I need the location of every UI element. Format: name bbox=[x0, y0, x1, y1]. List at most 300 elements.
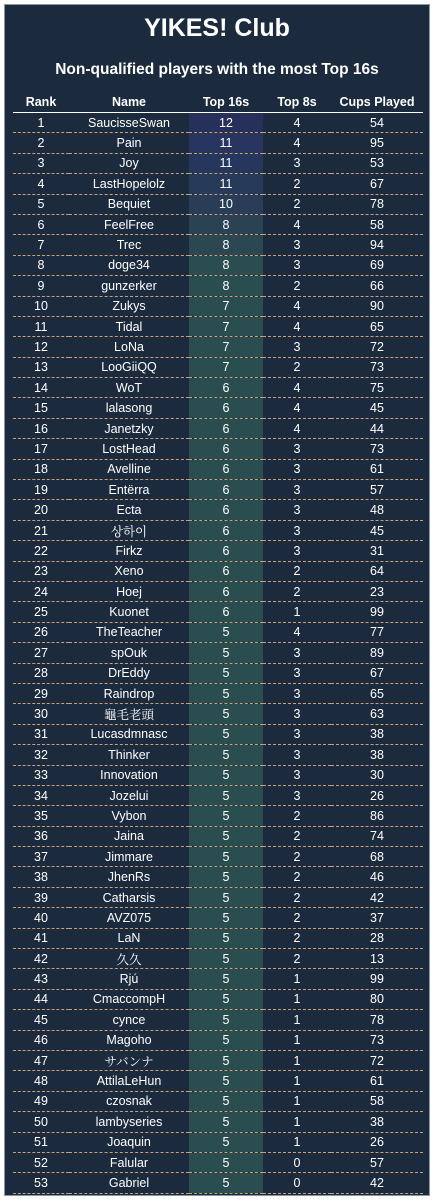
name-cell: Thinker bbox=[69, 745, 189, 765]
name-cell: Jozelui bbox=[69, 785, 189, 805]
name-cell: Falular bbox=[69, 1152, 189, 1172]
top8s-cell: 3 bbox=[263, 541, 331, 561]
table-row bbox=[13, 316, 423, 336]
cups-played-cell: 61 bbox=[331, 459, 423, 479]
top16s-cell: 5 bbox=[189, 622, 263, 642]
top8s-cell: 3 bbox=[263, 520, 331, 540]
name-cell: AttilaLeHun bbox=[69, 1071, 189, 1091]
rank-cell: 46 bbox=[13, 1030, 69, 1050]
table-row bbox=[13, 418, 423, 438]
name-cell: cynce bbox=[69, 1010, 189, 1030]
table-row bbox=[13, 1050, 423, 1070]
cups-played-cell: 28 bbox=[331, 928, 423, 948]
cups-played-cell: 42 bbox=[331, 887, 423, 907]
rank-cell: 41 bbox=[13, 928, 69, 948]
top8s-cell: 4 bbox=[263, 418, 331, 438]
rank-cell: 11 bbox=[13, 316, 69, 336]
cups-played-cell: 90 bbox=[331, 296, 423, 316]
rank-cell: 42 bbox=[13, 949, 69, 969]
cups-played-cell: 64 bbox=[331, 561, 423, 581]
top16s-cell: 5 bbox=[189, 765, 263, 785]
table-row bbox=[13, 969, 423, 989]
top16s-cell: 12 bbox=[189, 113, 263, 133]
top8s-cell: 2 bbox=[263, 276, 331, 296]
table-row bbox=[13, 887, 423, 907]
table-row bbox=[13, 113, 423, 133]
cups-played-cell: 74 bbox=[331, 826, 423, 846]
name-cell: CmaccompH bbox=[69, 989, 189, 1009]
top8s-cell: 1 bbox=[263, 1112, 331, 1132]
cups-played-cell: 73 bbox=[331, 439, 423, 459]
rank-cell: 15 bbox=[13, 398, 69, 418]
top16s-cell: 5 bbox=[189, 1132, 263, 1152]
cups-played-cell: 75 bbox=[331, 378, 423, 398]
name-cell: Pain bbox=[69, 133, 189, 153]
top8s-cell: 2 bbox=[263, 928, 331, 948]
cups-played-cell: 26 bbox=[331, 785, 423, 805]
top16s-cell: 5 bbox=[189, 1152, 263, 1172]
rank-cell: 14 bbox=[13, 378, 69, 398]
top8s-cell: 3 bbox=[263, 153, 331, 173]
top16s-cell: 5 bbox=[189, 704, 263, 724]
table-row bbox=[13, 867, 423, 887]
table-row bbox=[13, 1071, 423, 1091]
cups-played-cell: 26 bbox=[331, 1132, 423, 1152]
name-cell: Entërra bbox=[69, 480, 189, 500]
table-row bbox=[13, 1010, 423, 1030]
table-row bbox=[13, 255, 423, 275]
name-cell: 龜毛老頭 bbox=[69, 704, 189, 724]
top8s-cell: 3 bbox=[263, 643, 331, 663]
top8s-cell: 3 bbox=[263, 745, 331, 765]
name-cell: Gabriel bbox=[69, 1173, 189, 1193]
rank-cell: 17 bbox=[13, 439, 69, 459]
table-row bbox=[13, 765, 423, 785]
name-cell: SaucisseSwan bbox=[69, 113, 189, 133]
rank-cell: 20 bbox=[13, 500, 69, 520]
table-row bbox=[13, 1173, 423, 1193]
cups-played-cell: 65 bbox=[331, 683, 423, 703]
rank-cell: 19 bbox=[13, 480, 69, 500]
top8s-cell: 4 bbox=[263, 316, 331, 336]
rank-cell: 43 bbox=[13, 969, 69, 989]
top8s-cell: 1 bbox=[263, 989, 331, 1009]
cups-played-cell: 48 bbox=[331, 500, 423, 520]
rank-cell: 45 bbox=[13, 1010, 69, 1030]
name-cell: Catharsis bbox=[69, 887, 189, 907]
top8s-cell: 1 bbox=[263, 1091, 331, 1111]
table-row bbox=[13, 581, 423, 601]
table-row bbox=[13, 214, 423, 234]
cups-played-cell: 95 bbox=[331, 133, 423, 153]
rank-cell: 26 bbox=[13, 622, 69, 642]
rank-cell: 49 bbox=[13, 1091, 69, 1111]
name-cell: サバンナ bbox=[69, 1050, 189, 1070]
top8s-cell: 4 bbox=[263, 214, 331, 234]
top8s-cell: 3 bbox=[263, 704, 331, 724]
table-row bbox=[13, 663, 423, 683]
name-cell: Zukys bbox=[69, 296, 189, 316]
top16s-cell: 5 bbox=[189, 969, 263, 989]
table-row bbox=[13, 908, 423, 928]
top8s-cell: 2 bbox=[263, 949, 331, 969]
top8s-cell: 1 bbox=[263, 1050, 331, 1070]
cups-played-cell: 67 bbox=[331, 663, 423, 683]
cups-played-cell: 73 bbox=[331, 1030, 423, 1050]
rank-cell: 13 bbox=[13, 357, 69, 377]
cups-played-cell: 78 bbox=[331, 1010, 423, 1030]
name-cell: spOuk bbox=[69, 643, 189, 663]
cups-played-cell: 73 bbox=[331, 357, 423, 377]
top8s-cell: 4 bbox=[263, 113, 331, 133]
cups-played-cell: 61 bbox=[331, 1071, 423, 1091]
top8s-cell: 3 bbox=[263, 724, 331, 744]
top8s-cell: 4 bbox=[263, 398, 331, 418]
table-row bbox=[13, 989, 423, 1009]
name-cell: 久久 bbox=[69, 949, 189, 969]
table-row bbox=[13, 276, 423, 296]
name-cell: Magoho bbox=[69, 1030, 189, 1050]
rank-cell: 6 bbox=[13, 214, 69, 234]
top16s-cell: 11 bbox=[189, 153, 263, 173]
top8s-cell: 2 bbox=[263, 194, 331, 214]
cups-played-cell: 80 bbox=[331, 989, 423, 1009]
name-cell: Kuonet bbox=[69, 602, 189, 622]
top8s-cell: 2 bbox=[263, 174, 331, 194]
top8s-cell: 0 bbox=[263, 1152, 331, 1172]
table-row bbox=[13, 1112, 423, 1132]
name-cell: LoNa bbox=[69, 337, 189, 357]
top16s-cell: 5 bbox=[189, 785, 263, 805]
name-cell: Lucasdmnasc bbox=[69, 724, 189, 744]
top8s-cell: 3 bbox=[263, 439, 331, 459]
table-row bbox=[13, 439, 423, 459]
top16s-cell: 7 bbox=[189, 357, 263, 377]
table-row bbox=[13, 622, 423, 642]
top16s-cell: 6 bbox=[189, 378, 263, 398]
rank-cell: 52 bbox=[13, 1152, 69, 1172]
top8s-cell: 1 bbox=[263, 602, 331, 622]
top8s-cell: 3 bbox=[263, 255, 331, 275]
cups-played-cell: 69 bbox=[331, 255, 423, 275]
rank-cell: 3 bbox=[13, 153, 69, 173]
top8s-cell: 2 bbox=[263, 847, 331, 867]
top16s-cell: 11 bbox=[189, 133, 263, 153]
column-header-top16s: Top 16s bbox=[189, 93, 263, 113]
rank-cell: 12 bbox=[13, 337, 69, 357]
cups-played-cell: 68 bbox=[331, 847, 423, 867]
table-row bbox=[13, 806, 423, 826]
top16s-cell: 8 bbox=[189, 276, 263, 296]
ranking-table bbox=[13, 93, 423, 1194]
name-cell: Hoej bbox=[69, 581, 189, 601]
top16s-cell: 5 bbox=[189, 1010, 263, 1030]
cups-played-cell: 58 bbox=[331, 214, 423, 234]
column-header-top8s: Top 8s bbox=[263, 93, 331, 113]
name-cell: Bequiet bbox=[69, 194, 189, 214]
cups-played-cell: 54 bbox=[331, 113, 423, 133]
top8s-cell: 3 bbox=[263, 663, 331, 683]
name-cell: LooGiiQQ bbox=[69, 357, 189, 377]
name-cell: 상하이 bbox=[69, 520, 189, 540]
name-cell: czosnak bbox=[69, 1091, 189, 1111]
cups-played-cell: 78 bbox=[331, 194, 423, 214]
top16s-cell: 8 bbox=[189, 214, 263, 234]
top16s-cell: 10 bbox=[189, 194, 263, 214]
top16s-cell: 5 bbox=[189, 643, 263, 663]
rank-cell: 29 bbox=[13, 683, 69, 703]
table-row bbox=[13, 398, 423, 418]
column-header-rank: Rank bbox=[13, 93, 69, 113]
table-row bbox=[13, 480, 423, 500]
name-cell: Innovation bbox=[69, 765, 189, 785]
cups-played-cell: 45 bbox=[331, 398, 423, 418]
top16s-cell: 6 bbox=[189, 439, 263, 459]
top16s-cell: 5 bbox=[189, 989, 263, 1009]
rank-cell: 28 bbox=[13, 663, 69, 683]
cups-played-cell: 99 bbox=[331, 602, 423, 622]
top16s-cell: 5 bbox=[189, 1071, 263, 1091]
table-row bbox=[13, 194, 423, 214]
cups-played-cell: 67 bbox=[331, 174, 423, 194]
top16s-cell: 5 bbox=[189, 847, 263, 867]
rank-cell: 5 bbox=[13, 194, 69, 214]
name-cell: Jaina bbox=[69, 826, 189, 846]
table-row bbox=[13, 847, 423, 867]
cups-played-cell: 72 bbox=[331, 1050, 423, 1070]
name-cell: Avelline bbox=[69, 459, 189, 479]
top8s-cell: 3 bbox=[263, 337, 331, 357]
cups-played-cell: 23 bbox=[331, 581, 423, 601]
table-row bbox=[13, 602, 423, 622]
top16s-cell: 5 bbox=[189, 1091, 263, 1111]
table-body bbox=[13, 113, 423, 1194]
top8s-cell: 2 bbox=[263, 887, 331, 907]
name-cell: LastHopelolz bbox=[69, 174, 189, 194]
top8s-cell: 2 bbox=[263, 581, 331, 601]
top16s-cell: 6 bbox=[189, 541, 263, 561]
rank-cell: 39 bbox=[13, 887, 69, 907]
name-cell: Joy bbox=[69, 153, 189, 173]
rank-cell: 48 bbox=[13, 1071, 69, 1091]
name-cell: Tidal bbox=[69, 316, 189, 336]
table-row bbox=[13, 133, 423, 153]
page-title: YIKES! Club bbox=[144, 14, 290, 42]
top8s-cell: 4 bbox=[263, 133, 331, 153]
top16s-cell: 5 bbox=[189, 826, 263, 846]
top8s-cell: 1 bbox=[263, 1010, 331, 1030]
table-row bbox=[13, 500, 423, 520]
top16s-cell: 5 bbox=[189, 949, 263, 969]
rank-cell: 34 bbox=[13, 785, 69, 805]
table-row bbox=[13, 704, 423, 724]
cups-played-cell: 77 bbox=[331, 622, 423, 642]
top8s-cell: 3 bbox=[263, 235, 331, 255]
table-row bbox=[13, 643, 423, 663]
top16s-cell: 6 bbox=[189, 459, 263, 479]
table-row bbox=[13, 296, 423, 316]
top16s-cell: 5 bbox=[189, 663, 263, 683]
table-row bbox=[13, 153, 423, 173]
column-header-cups-played: Cups Played bbox=[331, 93, 423, 113]
table-row bbox=[13, 949, 423, 969]
page-subtitle: Non-qualified players with the most Top 16s bbox=[55, 61, 379, 78]
top16s-cell: 6 bbox=[189, 520, 263, 540]
top16s-cell: 5 bbox=[189, 1050, 263, 1070]
top8s-cell: 2 bbox=[263, 867, 331, 887]
top16s-cell: 11 bbox=[189, 174, 263, 194]
top16s-cell: 5 bbox=[189, 867, 263, 887]
rank-cell: 2 bbox=[13, 133, 69, 153]
rank-cell: 38 bbox=[13, 867, 69, 887]
name-cell: JhenRs bbox=[69, 867, 189, 887]
table-row bbox=[13, 745, 423, 765]
top16s-cell: 5 bbox=[189, 928, 263, 948]
name-cell: FeelFree bbox=[69, 214, 189, 234]
top16s-cell: 7 bbox=[189, 296, 263, 316]
cups-played-cell: 31 bbox=[331, 541, 423, 561]
top8s-cell: 3 bbox=[263, 785, 331, 805]
table-row bbox=[13, 378, 423, 398]
top8s-cell: 4 bbox=[263, 378, 331, 398]
cups-played-cell: 99 bbox=[331, 969, 423, 989]
top16s-cell: 7 bbox=[189, 316, 263, 336]
name-cell: DrEddy bbox=[69, 663, 189, 683]
name-cell: Ecta bbox=[69, 500, 189, 520]
top16s-cell: 7 bbox=[189, 337, 263, 357]
rank-cell: 16 bbox=[13, 418, 69, 438]
rank-cell: 24 bbox=[13, 581, 69, 601]
cups-played-cell: 38 bbox=[331, 724, 423, 744]
top8s-cell: 1 bbox=[263, 1030, 331, 1050]
top8s-cell: 4 bbox=[263, 622, 331, 642]
top16s-cell: 5 bbox=[189, 1112, 263, 1132]
rank-cell: 36 bbox=[13, 826, 69, 846]
name-cell: Vybon bbox=[69, 806, 189, 826]
top8s-cell: 2 bbox=[263, 561, 331, 581]
cups-played-cell: 65 bbox=[331, 316, 423, 336]
top8s-cell: 2 bbox=[263, 357, 331, 377]
top8s-cell: 2 bbox=[263, 806, 331, 826]
table-row bbox=[13, 174, 423, 194]
table-row bbox=[13, 1091, 423, 1111]
top8s-cell: 3 bbox=[263, 765, 331, 785]
top8s-cell: 3 bbox=[263, 459, 331, 479]
table-row bbox=[13, 724, 423, 744]
name-cell: Raindrop bbox=[69, 683, 189, 703]
cups-played-cell: 63 bbox=[331, 704, 423, 724]
name-cell: Rjú bbox=[69, 969, 189, 989]
table-row bbox=[13, 541, 423, 561]
cups-played-cell: 30 bbox=[331, 765, 423, 785]
top8s-cell: 3 bbox=[263, 683, 331, 703]
name-cell: LostHead bbox=[69, 439, 189, 459]
top8s-cell: 3 bbox=[263, 500, 331, 520]
cups-played-cell: 94 bbox=[331, 235, 423, 255]
name-cell: Joaquin bbox=[69, 1132, 189, 1152]
rank-cell: 51 bbox=[13, 1132, 69, 1152]
table-row bbox=[13, 235, 423, 255]
top16s-cell: 6 bbox=[189, 398, 263, 418]
table-row bbox=[13, 459, 423, 479]
top16s-cell: 5 bbox=[189, 908, 263, 928]
cups-played-cell: 38 bbox=[331, 745, 423, 765]
top8s-cell: 1 bbox=[263, 969, 331, 989]
name-cell: AVZ075 bbox=[69, 908, 189, 928]
cups-played-cell: 45 bbox=[331, 520, 423, 540]
rank-cell: 23 bbox=[13, 561, 69, 581]
cups-played-cell: 89 bbox=[331, 643, 423, 663]
rank-cell: 32 bbox=[13, 745, 69, 765]
top16s-cell: 5 bbox=[189, 806, 263, 826]
table-row bbox=[13, 826, 423, 846]
cups-played-cell: 13 bbox=[331, 949, 423, 969]
table-row bbox=[13, 928, 423, 948]
top16s-cell: 8 bbox=[189, 255, 263, 275]
name-cell: lambyseries bbox=[69, 1112, 189, 1132]
cups-played-cell: 57 bbox=[331, 1152, 423, 1172]
top8s-cell: 4 bbox=[263, 296, 331, 316]
rank-cell: 1 bbox=[13, 113, 69, 133]
name-cell: Xeno bbox=[69, 561, 189, 581]
cups-played-cell: 38 bbox=[331, 1112, 423, 1132]
rank-cell: 21 bbox=[13, 520, 69, 540]
rank-cell: 33 bbox=[13, 765, 69, 785]
table-row bbox=[13, 785, 423, 805]
cups-played-cell: 42 bbox=[331, 1173, 423, 1193]
cups-played-cell: 66 bbox=[331, 276, 423, 296]
top8s-cell: 2 bbox=[263, 908, 331, 928]
rank-cell: 44 bbox=[13, 989, 69, 1009]
top8s-cell: 1 bbox=[263, 1071, 331, 1091]
name-cell: LaN bbox=[69, 928, 189, 948]
rank-cell: 25 bbox=[13, 602, 69, 622]
rank-cell: 9 bbox=[13, 276, 69, 296]
name-cell: gunzerker bbox=[69, 276, 189, 296]
table-row bbox=[13, 1132, 423, 1152]
rank-cell: 47 bbox=[13, 1050, 69, 1070]
rank-cell: 4 bbox=[13, 174, 69, 194]
top8s-cell: 1 bbox=[263, 1132, 331, 1152]
table-row bbox=[13, 337, 423, 357]
rank-cell: 53 bbox=[13, 1173, 69, 1193]
top16s-cell: 6 bbox=[189, 602, 263, 622]
table-row bbox=[13, 683, 423, 703]
top16s-cell: 6 bbox=[189, 418, 263, 438]
rank-cell: 7 bbox=[13, 235, 69, 255]
top16s-cell: 6 bbox=[189, 581, 263, 601]
cups-played-cell: 86 bbox=[331, 806, 423, 826]
name-cell: Firkz bbox=[69, 541, 189, 561]
cups-played-cell: 58 bbox=[331, 1091, 423, 1111]
top8s-cell: 2 bbox=[263, 826, 331, 846]
name-cell: Jimmare bbox=[69, 847, 189, 867]
top16s-cell: 5 bbox=[189, 887, 263, 907]
rank-cell: 18 bbox=[13, 459, 69, 479]
top16s-cell: 8 bbox=[189, 235, 263, 255]
rank-cell: 22 bbox=[13, 541, 69, 561]
column-header-name: Name bbox=[69, 93, 189, 113]
table-row bbox=[13, 1030, 423, 1050]
name-cell: Janetzky bbox=[69, 418, 189, 438]
rank-cell: 10 bbox=[13, 296, 69, 316]
rank-cell: 35 bbox=[13, 806, 69, 826]
top16s-cell: 6 bbox=[189, 500, 263, 520]
table-row bbox=[13, 520, 423, 540]
top16s-cell: 5 bbox=[189, 745, 263, 765]
table-row bbox=[13, 357, 423, 377]
rank-cell: 40 bbox=[13, 908, 69, 928]
